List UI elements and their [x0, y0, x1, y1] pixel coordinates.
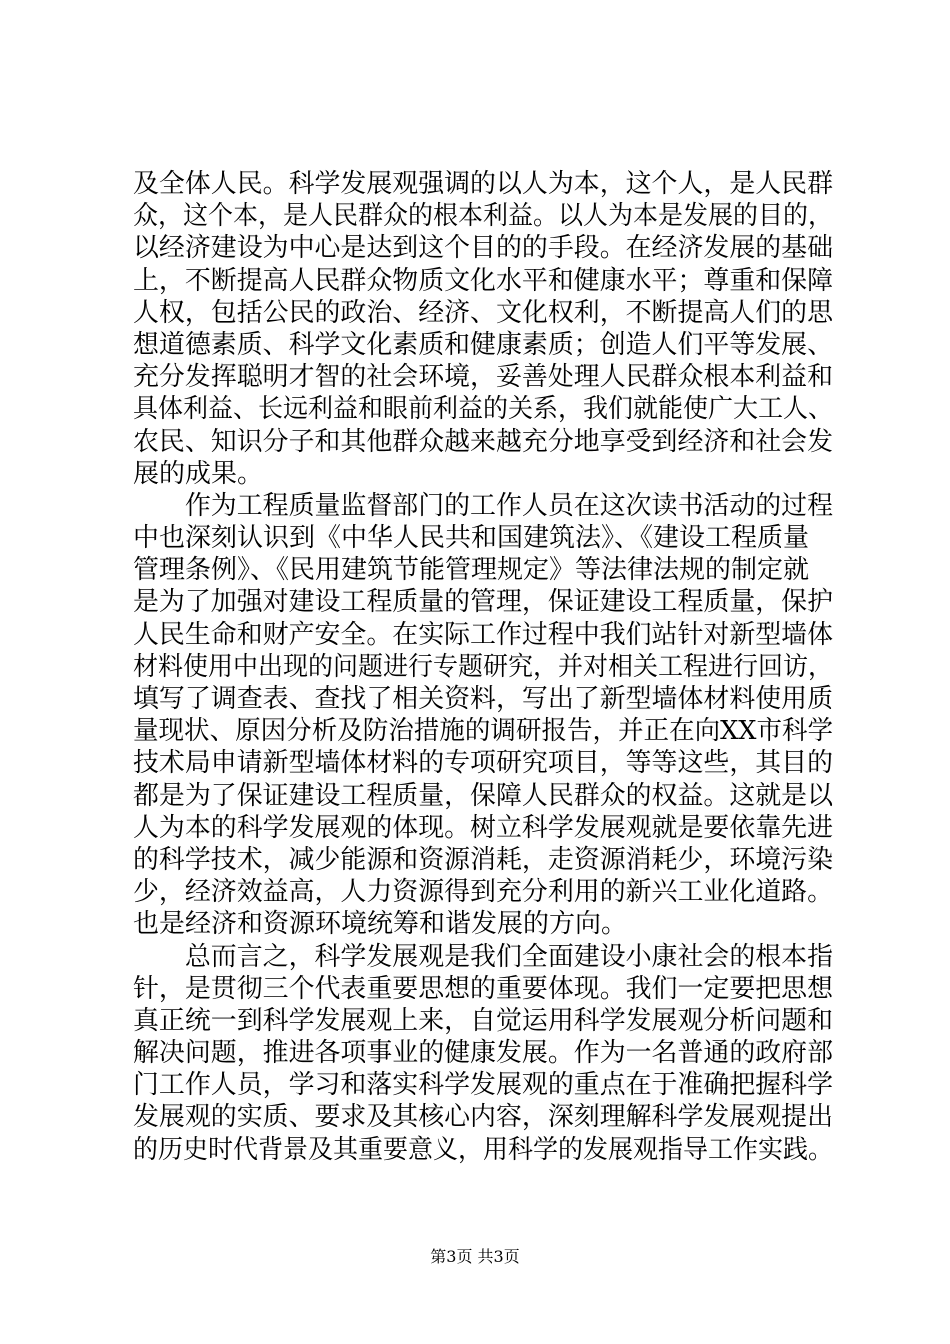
text-line: 的科学技术，减少能源和资源消耗，走资源消耗少，环境污染	[133, 844, 834, 875]
text-line: 真正统一到科学发展观上来，自觉运用科学发展观分析问题和	[133, 1005, 834, 1036]
text-line: 都是为了保证建设工程质量，保障人民群众的权益。这就是以	[133, 780, 834, 811]
text-line: 中也深刻认识到《中华人民共和国建筑法》、《建设工程质量	[133, 523, 810, 554]
text-line: 也是经济和资源环境统筹和谐发展的方向。	[133, 909, 628, 940]
text-line: 想道德素质、科学文化素质和健康素质；创造人们平等发展、	[133, 329, 834, 360]
text-line: 是为了加强对建设工程质量的管理，保证建设工程质量，保护	[133, 587, 834, 618]
text-line: 人民生命和财产安全。在实际工作过程中我们站针对新型墙体	[133, 619, 834, 650]
text-line: 上，不断提高人民群众物质文化水平和健康水平；尊重和保障	[133, 265, 834, 296]
text-line: 充分发挥聪明才智的社会环境，妥善处理人民群众根本利益和	[133, 362, 834, 393]
text-line: 管理条例》、《民用建筑节能管理规定》等法律法规的制定就	[133, 555, 810, 586]
text-line: 人权，包括公民的政治、经济、文化权利，不断提高人们的思	[133, 297, 834, 328]
text-line: 展的成果。	[133, 458, 264, 489]
text-line: 量现状、原因分析及防治措施的调研报告，并正在向XX市科学	[133, 716, 834, 747]
text-line: 以经济建设为中心是达到这个目的的手段。在经济发展的基础	[133, 233, 834, 264]
text-line: 作为工程质量监督部门的工作人员在这次读书活动的过程	[133, 490, 834, 521]
text-line: 填写了调查表、查找了相关资料，写出了新型墙体材料使用质	[133, 684, 834, 714]
text-line: 发展观的实质、要求及其核心内容，深刻理解科学发展观提出	[133, 1102, 834, 1133]
text-line: 技术局申请新型墙体材料的专项研究项目，等等这些，其目的	[133, 748, 834, 779]
text-line: 具体利益、长远利益和眼前利益的关系，我们就能使广大工人、	[133, 394, 833, 425]
text-line: 农民、知识分子和其他群众越来越充分地享受到经济和社会发	[133, 426, 834, 457]
text-line: 人为本的科学发展观的体现。树立科学发展观就是要依靠先进	[133, 812, 834, 843]
text-line: 总而言之，科学发展观是我们全面建设小康社会的根本指	[133, 941, 834, 972]
page-number-footer: 第3页 共3页	[430, 1247, 520, 1266]
text-line: 门工作人员，学习和落实科学发展观的重点在于准确把握科学	[133, 1070, 834, 1101]
text-line: 解决问题，推进各项事业的健康发展。作为一名普通的政府部	[133, 1038, 834, 1069]
text-line: 材料使用中出现的问题进行专题研究，并对相关工程进行回访，	[133, 651, 833, 682]
text-line: 的历史时代背景及其重要意义，用科学的发展观指导工作实践。	[133, 1134, 833, 1165]
text-line: 针，是贯彻三个代表重要思想的重要体现。我们一定要把思想	[133, 973, 834, 1004]
document-body	[133, 168, 833, 1166]
text-line: 众，这个本，是人民群众的根本利益。以人为本是发展的目的，	[133, 201, 833, 232]
text-line: 及全体人民。科学发展观强调的以人为本，这个人，是人民群	[133, 169, 834, 199]
text-line: 少，经济效益高，人力资源得到充分利用的新兴工业化道路。	[133, 877, 834, 908]
